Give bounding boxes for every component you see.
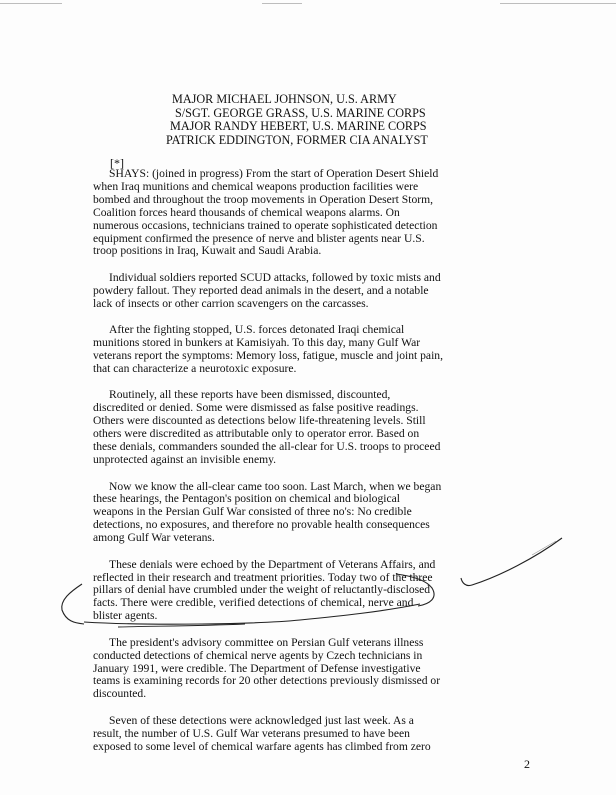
witness-line: PATRICK EDDINGTON, FORMER CIA ANALYST — [166, 132, 428, 147]
paragraph: SHAYS: (joined in progress) From the start of Operation Desert Shield when Iraq munitions and chemical weapons production facilities were bombed and throughout the troop movements in Operation Desert Storm, Coalition forces heard thousands of chemical weapons alarms. On numerous occasions, technicians trained to operate sophisticated detection equipment confirmed the presence of nerve and blister agents near U.S. troop positions in Iraq, Kuwait and Saudi Arabia. — [93, 167, 439, 258]
scan-edge-line — [500, 3, 616, 4]
witness-line: MAJOR MICHAEL JOHNSON, U.S. ARMY — [172, 92, 397, 106]
paragraph: After the fighting stopped, U.S. forces detonated Iraqi chemical munitions stored in bunkers at Kamisiyah. To this day, many Gulf War veterans report the symptoms: Memory loss, fatigue, muscle and joint pain, that can characterize a neurotoxic exposure. — [93, 323, 443, 375]
scan-edge-line — [0, 3, 62, 4]
scan-edge-line — [262, 3, 302, 4]
paragraph: Now we know the all-clear came too soon. Last March, when we began these hearings, the Pentagon's position on chemical and biological weapons in the Persian Gulf War consisted of three no's: No credible detections, no exposures, and therefore no provable health consequences among Gulf War veterans. — [93, 479, 442, 545]
hand-drawn-bracket — [62, 584, 84, 624]
hand-drawn-margin-stroke — [461, 538, 562, 586]
paragraph: Seven of these detections were acknowledged just last week. As a result, the number of U.S. Gulf War veterans presumed to have been exposed to some level of chemical warfare agents has climbed from zero — [93, 713, 431, 753]
witness-list — [166, 93, 466, 147]
paragraph: These denials were echoed by the Department of Veterans Affairs, and reflected in their research and treatment priorities. Today two of the three pillars of denial have crumbled under the weight of reluctantly-disclosed facts. There were credible, verified detections of chemical, nerve and blister agents. — [93, 557, 436, 623]
body-text — [93, 168, 443, 767]
paragraph: The president's advisory committee on Persian Gulf veterans illness conducted detections of chemical nerve agents by Czech technicians in January 1991, were credible. The Department of Defense investigative teams is examining records for 20 other detections previously dismissed or discounted. — [93, 635, 441, 701]
paragraph: Routinely, all these reports have been dismissed, discounted, discredited or denied. Some were dismissed as false positive readings. Others were discounted as detections below life-threatening levels. Still others were discredited as attributable only to operator error. Based on these denials, commanders sounded the all-clear for U.S. troops to proceed unprotected against an invisible enemy. — [93, 388, 441, 466]
section-marker: [*] — [110, 156, 124, 170]
witness-line: S/SGT. GEORGE GRASS, U.S. MARINE CORPS — [175, 105, 426, 120]
witness-line: MAJOR RANDY HEBERT, U.S. MARINE CORPS — [170, 119, 427, 134]
faint-margin-stroke — [532, 541, 556, 555]
page-number: 2 — [524, 757, 530, 771]
paragraph: Individual soldiers reported SCUD attacks, followed by toxic mists and powdery fallout. They reported dead animals in the desert, and a notable lack of insects or other carrion scavengers on the carcasses. — [93, 270, 441, 310]
